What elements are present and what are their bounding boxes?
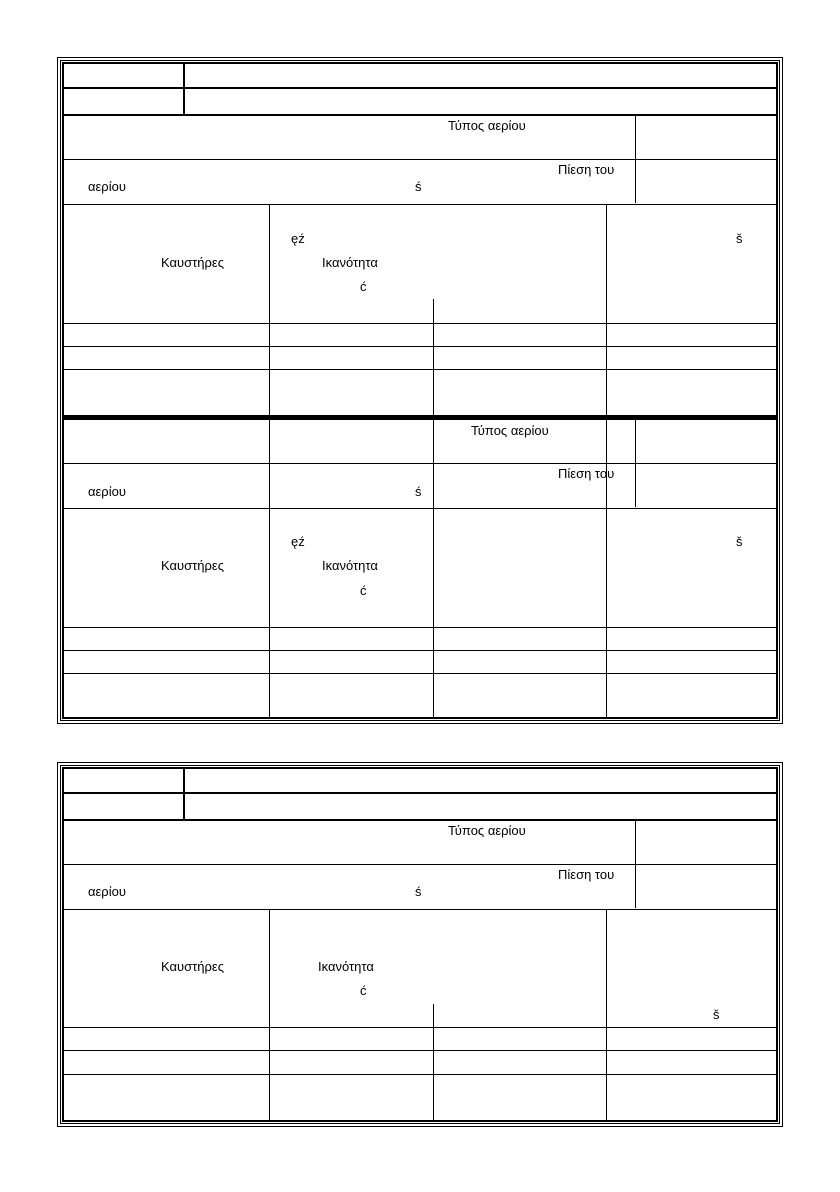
frame-bottom <box>62 717 778 719</box>
capacity-label: Ικανότητα <box>322 558 378 573</box>
gas-pressure-label-cont: αερίου <box>88 884 126 899</box>
glyph-s: ś <box>415 179 422 194</box>
glyph-s-caron: š <box>736 231 743 246</box>
gas-pressure-label-cont: αερίου <box>88 484 126 499</box>
col-divider <box>606 909 607 1122</box>
glyph-s-caron: š <box>713 1007 720 1022</box>
frame-top <box>62 767 778 769</box>
col-divider <box>433 1004 434 1122</box>
row-divider <box>62 114 778 116</box>
row-divider <box>62 673 778 674</box>
glyph-ez: ęź <box>291 534 305 549</box>
row-divider <box>62 1027 778 1028</box>
row-divider <box>62 1074 778 1075</box>
row-divider <box>62 87 778 89</box>
row-divider <box>62 204 778 205</box>
burners-label: Καυστήρες <box>161 558 224 573</box>
gas-pressure-label: Πίεση του <box>558 466 615 481</box>
row-divider <box>62 627 778 628</box>
gas-type-label: Τύπος αερίου <box>448 118 526 133</box>
gas-pressure-label-cont: αερίου <box>88 179 126 194</box>
col-divider <box>269 909 270 1122</box>
row-divider <box>62 819 778 821</box>
frame-right <box>776 62 778 719</box>
glyph-s-caron: š <box>736 534 743 549</box>
glyph-s: ś <box>415 884 422 899</box>
col-divider <box>269 204 270 719</box>
section-separator <box>62 415 778 420</box>
burners-label: Καυστήρες <box>161 959 224 974</box>
row-divider <box>62 508 778 509</box>
row-divider <box>62 650 778 651</box>
row-divider <box>62 1050 778 1051</box>
capacity-label: Ικανότητα <box>318 959 374 974</box>
burners-label: Καυστήρες <box>161 255 224 270</box>
row-divider <box>62 323 778 324</box>
row-divider <box>62 792 778 794</box>
row-divider <box>62 369 778 370</box>
frame-bottom <box>62 1120 778 1122</box>
glyph-c: ć <box>360 583 367 598</box>
row-divider <box>62 864 778 865</box>
row-divider <box>62 463 778 464</box>
col-divider <box>183 62 185 116</box>
gas-type-label: Τύπος αερίου <box>448 823 526 838</box>
gas-type-label: Τύπος αερίου <box>471 423 549 438</box>
col-divider <box>433 603 434 719</box>
form-panel-1 <box>57 57 783 724</box>
gas-pressure-label: Πίεση του <box>558 162 615 177</box>
glyph-s: ś <box>415 484 422 499</box>
frame-left <box>62 62 64 719</box>
glyph-c: ć <box>360 983 367 998</box>
gas-pressure-label: Πίεση του <box>558 867 615 882</box>
col-divider <box>183 767 185 821</box>
glyph-ez: ęź <box>291 231 305 246</box>
form-panel-2 <box>57 762 783 1127</box>
row-divider <box>62 159 778 160</box>
glyph-c: ć <box>360 279 367 294</box>
capacity-label: Ικανότητα <box>322 255 378 270</box>
row-divider <box>62 346 778 347</box>
row-divider <box>62 909 778 910</box>
frame-top <box>62 62 778 64</box>
col-divider <box>606 204 607 719</box>
